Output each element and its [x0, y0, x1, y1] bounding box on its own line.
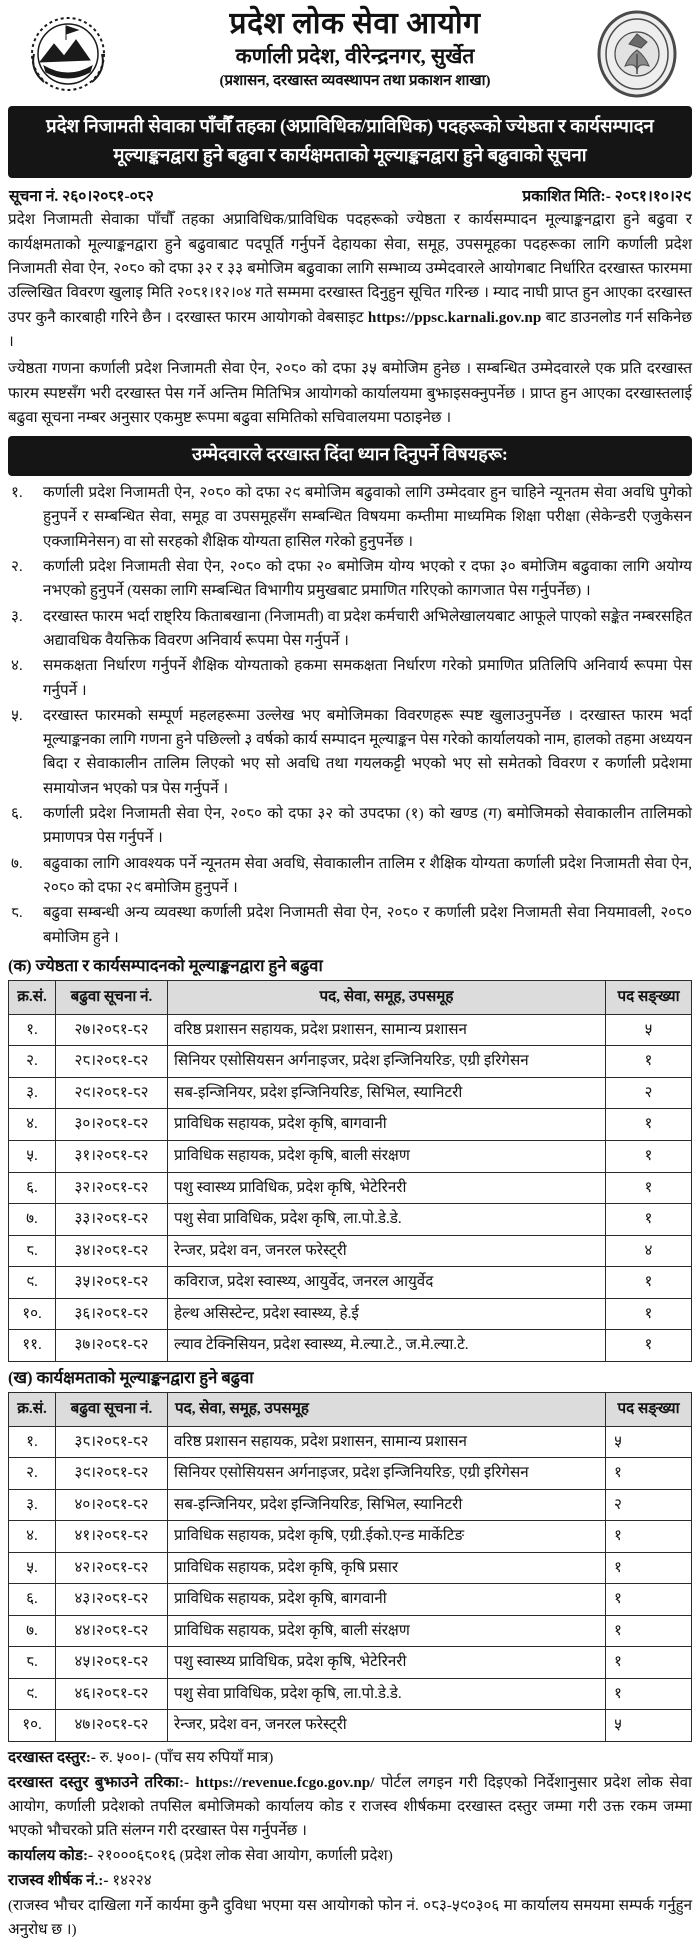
col-post-service: पद, सेवा, समूह, उपसमूह	[168, 1393, 606, 1427]
cell-post-service: कविराज, प्रदेश स्वास्थ्य, आयुर्वेद, जनरल आयुर्वेद	[168, 1267, 606, 1299]
cell-post-count: १	[606, 1109, 692, 1141]
table-row	[9, 1584, 692, 1616]
cell-post-service: प्राविधिक सहायक, प्रदेश कृषि, बाली संरक्षण	[168, 1615, 606, 1647]
table-row	[9, 1046, 692, 1078]
item-text: कर्णाली प्रदेश निजामती सेवा ऐन, २०८० को दफा २० बमोजिम योग्य भएको र दफा ३० बमोजिम बढुवाका लागि अयोग्य नभएको हुनुपर्ने (यसका लागि सम्बन्धित विभागीय प्रमुखबाट प्रमाणित गरिएको कागजात पेस गर्नुपर्नेछ) ।	[43, 557, 692, 600]
attention-list-item	[8, 852, 692, 901]
cell-post-service: पशु सेवा प्राविधिक, प्रदेश कृषि, ला.पो.डे.डे.	[168, 1678, 606, 1710]
attention-list-item	[8, 704, 692, 801]
cell-serial-no: ६.	[9, 1584, 56, 1616]
item-number: १.	[11, 484, 23, 502]
col-serial-no: क्र.सं.	[9, 981, 56, 1015]
org-name: प्रदेश लोक सेवा आयोग	[229, 7, 481, 40]
cell-notice-no: ४५।२०८१-८२	[56, 1647, 168, 1679]
cell-notice-no: ३४।२०८१-८२	[56, 1235, 168, 1267]
fee-method-line	[8, 1771, 692, 1843]
fee-label: दरखास्त दस्तुर:-	[8, 1748, 96, 1766]
nepal-emblem-graphic	[20, 10, 116, 102]
cell-post-count: ५	[606, 1426, 692, 1458]
office-code-value: २१०००६८०१६ (प्रदेश लोक सेवा आयोग, कर्णाली प्रदेश)	[93, 1846, 393, 1864]
cell-post-count: १	[606, 1204, 692, 1236]
col-serial-no: क्र.सं.	[9, 1393, 56, 1427]
cell-post-count: १	[606, 1267, 692, 1299]
cell-post-service: रेन्जर, प्रदेश वन, जनरल फरेस्ट्री	[168, 1235, 606, 1267]
cell-notice-no: ४०।२०८१-८२	[56, 1489, 168, 1521]
table-row	[9, 1489, 692, 1521]
cell-post-service: पशु स्वास्थ्य प्राविधिक, प्रदेश कृषि, भेटेरिनरी	[168, 1647, 606, 1679]
notice-title-line2: मूल्याङ्कनद्वारा हुने बढुवा र कार्यक्षमताको मूल्याङ्कनद्वारा हुने बढुवाको सूचना	[113, 145, 587, 166]
col-post-count: पद सङ्ख्या	[606, 981, 692, 1015]
cell-post-service: प्राविधिक सहायक, प्रदेश कृषि, बाली संरक्षण	[168, 1141, 606, 1173]
cell-post-service: वरिष्ठ प्रशासन सहायक, प्रदेश प्रशासन, सामान्य प्रशासन	[168, 1014, 606, 1046]
table-row	[9, 1521, 692, 1553]
fee-method-text: पोर्टल लगइन गरी दिइएको निर्देशानुसार प्रदेश लोक सेवा आयोग, कर्णाली प्रदेशको तपसिल बमोजिमको कार्यालय कोड र राजस्व शीर्षकमा दरखास्त दस्तुर जम्मा गरी उक्त रकम जम्मा भएको भौचरको प्रति संलग्न गरी दरखास्त पेस गर्नुपर्नेछ ।	[8, 1773, 692, 1839]
item-text: समकक्षता निर्धारण गर्नुपर्ने शैक्षिक योग्यताको हकमा समकक्षता निर्धारण गरेको प्रमाणित प्रतिलिपि अनिवार्य रूपमा पेस गर्नुपर्ने ।	[43, 657, 692, 699]
cell-serial-no: १०.	[9, 1298, 56, 1330]
cell-post-count: १	[606, 1647, 692, 1679]
org-branch: (प्रशासन, दरखास्त व्यवस्थापन तथा प्रकाशन शाखा)	[219, 73, 491, 90]
table-row	[9, 1077, 692, 1109]
table-row	[9, 1647, 692, 1679]
table-row	[9, 1678, 692, 1710]
cell-notice-no: २८।२०८१-८२	[56, 1046, 168, 1078]
cell-serial-no: २.	[9, 1458, 56, 1490]
attention-list-item	[8, 605, 692, 654]
cell-post-service: सब-इन्जिनियर, प्रदेश इन्जिनियरिङ, सिभिल, स्यानिटरी	[168, 1077, 606, 1109]
cell-notice-no: ४२।२०८१-८२	[56, 1552, 168, 1584]
table-a-body	[9, 1014, 692, 1361]
table-row	[9, 1235, 692, 1267]
table-row	[9, 1710, 692, 1742]
cell-post-service: सिनियर एसोसियसन अर्गनाइजर, प्रदेश इन्जिनियरिङ, एग्री इरिगेसन	[168, 1458, 606, 1490]
cell-notice-no: ४६।२०८१-८२	[56, 1678, 168, 1710]
cell-notice-no: ३७।२०८१-८२	[56, 1330, 168, 1362]
cell-notice-no: २७।२०८१-८२	[56, 1014, 168, 1046]
cell-post-service: हेल्थ असिस्टेन्ट, प्रदेश स्वास्थ्य, हे.ई	[168, 1298, 606, 1330]
cell-notice-no: ३१।२०८१-८२	[56, 1141, 168, 1173]
performance-promotion-table	[8, 1392, 692, 1742]
table-row	[9, 1109, 692, 1141]
cell-serial-no: ९.	[9, 1678, 56, 1710]
table-b-body	[9, 1426, 692, 1741]
item-number: ५.	[11, 706, 23, 724]
cell-notice-no: ३०।२०८१-८२	[56, 1109, 168, 1141]
cell-serial-no: ३.	[9, 1489, 56, 1521]
cell-post-service: प्राविधिक सहायक, प्रदेश कृषि, बागवानी	[168, 1584, 606, 1616]
attention-list-item	[8, 654, 692, 703]
cell-serial-no: ७.	[9, 1615, 56, 1647]
cell-notice-no: ४४।२०८१-८२	[56, 1615, 168, 1647]
cell-post-service: रेन्जर, प्रदेश वन, जनरल फरेस्ट्री	[168, 1710, 606, 1742]
table-row	[9, 1267, 692, 1299]
cell-serial-no: ७.	[9, 1204, 56, 1236]
cell-post-count: ५	[606, 1710, 692, 1742]
item-number: २.	[11, 557, 23, 575]
cell-notice-no: ३२।२०८१-८२	[56, 1172, 168, 1204]
table-row	[9, 1141, 692, 1173]
cell-post-count: १	[606, 1298, 692, 1330]
table-b-header	[9, 1393, 692, 1427]
cell-serial-no: ४.	[9, 1109, 56, 1141]
cell-post-service: सब-इन्जिनियर, प्रदेश इन्जिनियरिङ, सिभिल, स्यानिटरी	[168, 1489, 606, 1521]
section-a-heading: (क) ज्येष्ठता र कार्यसम्पादनको मूल्याङ्कनद्वारा हुने बढुवा	[8, 955, 323, 975]
item-number: ३.	[11, 607, 23, 625]
revenue-heading-line	[8, 1869, 692, 1893]
attention-list-item	[8, 901, 692, 950]
cell-serial-no: ४.	[9, 1521, 56, 1553]
item-text: कर्णाली प्रदेश निजामती ऐन, २०८० को दफा २९ बमोजिम बढुवाको लागि उम्मेदवार हुन चाहिने न्यूनतम सेवा अवधि पुगेको हुनुपर्ने र सम्बन्धित सेवा, समूह वा उपसमूहसँग सम्बन्धित विषयमा कम्तीमा माध्यमिक शिक्षा परीक्षा (सेकेन्डरी एजुकेसन एक्जामिनेसन) वा सो सरहको शैक्षिक योग्यता हासिल गरेको हुनुपर्नेछ ।	[43, 484, 692, 550]
notice-title-line1: प्रदेश निजामती सेवाका पाँचौँ तहका (अप्राविधिक/प्राविधिक) पदहरूको ज्येष्ठता र कार्यसम्पादन	[46, 117, 654, 137]
fee-method-label: दरखास्त दस्तुर बुझाउने तरिका:-	[8, 1773, 190, 1791]
commission-seal-icon	[582, 6, 692, 98]
office-code-line	[8, 1844, 692, 1868]
attention-list	[8, 481, 692, 950]
revenue-portal-url: https://revenue.fcgo.gov.np/	[189, 1773, 381, 1791]
notice-title-banner	[8, 106, 692, 178]
cell-notice-no: ४३।२०८१-८२	[56, 1584, 168, 1616]
cell-post-service: ल्याव टेक्निसियन, प्रदेश स्वास्थ्य, मे.ल्या.टे., ज.मे.ल्या.टे.	[168, 1330, 606, 1362]
cell-post-count: १	[606, 1678, 692, 1710]
col-post-count: पद सङ्ख्या	[606, 1393, 692, 1427]
cell-notice-no: ४७।२०८१-८२	[56, 1710, 168, 1742]
published-date: प्रकाशित मिति:- २०८१।१०।२९	[522, 188, 691, 206]
table-row	[9, 1204, 692, 1236]
cell-notice-no: ३३।२०८१-८२	[56, 1204, 168, 1236]
nepal-emblem-icon	[8, 6, 128, 102]
cell-notice-no: ३९।२०८१-८२	[56, 1458, 168, 1490]
attention-banner: उम्मेदवारले दरखास्त दिंदा ध्यान दिनुपर्ने विषयहरू:	[8, 436, 692, 476]
cell-serial-no: ५.	[9, 1141, 56, 1173]
attention-list-item	[8, 555, 692, 604]
cell-post-count: १	[606, 1046, 692, 1078]
intro-text-after-url: बाट डाउनलोड गर्न सकिनेछ ।	[8, 308, 692, 350]
document-header	[8, 6, 692, 102]
table-row	[9, 1615, 692, 1647]
cell-notice-no: ३८।२०८१-८२	[56, 1426, 168, 1458]
intro-text-before-url: प्रदेश निजामती सेवाका पाँचौँ तहका अप्राविधिक/प्राविधिक पदहरूको ज्येष्ठता र कार्यसम्पादन मूल्याङ्कनद्वारा हुने बढुवा र कार्यक्षमताको मूल्याङ्कनद्वारा हुने बढुवाबाट पदपूर्ति गर्नुपर्ने देहायका सेवा, समूह, उपसमूहका पदहरूका लागि कर्णाली प्रदेश निजामती सेवा ऐन, २०८० को दफा ३२ र ३३ बमोजिम बढुवाका लागि सम्भाव्य उम्मेदवारले आयोगबाट निर्धारित दरखास्त फारममा उल्लिखित विवरण खुलाइ मिति २०८१।१२।०४ गते सम्ममा दरखास्त दिनुहुन सूचित गरिन्छ । म्याद नाघी प्राप्त हुन आएका दरखास्त उपर कुनै कारबाही गरिने छैन । दरखास्त फारम आयोगको वेबसाइट	[8, 211, 692, 326]
revenue-heading-value: १४२२४	[108, 1871, 152, 1889]
col-notice-no: बढुवा सूचना नं.	[56, 981, 168, 1015]
item-text: कर्णाली प्रदेश निजामती सेवा ऐन, २०८० को दफा ३२ को उपदफा (१) को खण्ड (ग) बमोजिमको सेवाकालीन तालिमको प्रमाणपत्र पेस गर्नुपर्ने ।	[43, 805, 692, 847]
item-text: दरखास्त फारमको सम्पूर्ण महलहरूमा उल्लेख भए बमोजिमका विवरणहरू स्पष्ट खुलाउनुपर्नेछ । दरखास्त फारम भर्दा मूल्याङ्कनका लागि गणना हुने पछिल्लो ३ वर्षको कार्य सम्पादन मूल्याङ्कन पेस गरेको कार्यालयको नाम, हालको तहमा अध्ययन बिदा र सेवाकालीन तालिम लिएको भए सो अवधि तथा गयलकट्टी भएको भए सो समेतको विवरण र कर्णाली प्रदेशमा समायोजन भएको पत्र पेस गर्नुपर्ने ।	[43, 706, 692, 797]
cell-post-count: १	[606, 1141, 692, 1173]
cell-serial-no: १०.	[9, 1710, 56, 1742]
fee-value: रु. ५००।- (पाँच सय रुपियाँ मात्र)	[95, 1748, 274, 1766]
cell-post-service: वरिष्ठ प्रशासन सहायक, प्रदेश प्रशासन, सामान्य प्रशासन	[168, 1426, 606, 1458]
cell-serial-no: ३.	[9, 1077, 56, 1109]
intro-paragraph	[8, 208, 692, 354]
attention-list-item	[8, 802, 692, 851]
item-text: बढुवा सम्बन्धी अन्य व्यवस्था कर्णाली प्रदेश निजामती सेवा ऐन, २०८० र कर्णाली प्रदेश निजामती सेवा नियमावली, २०८० बमोजिम हुने ।	[43, 904, 692, 946]
section-b-heading: (ख) कार्यक्षमताको मूल्याङ्कनद्वारा हुने बढुवा	[8, 1367, 254, 1387]
table-row	[9, 1426, 692, 1458]
cell-serial-no: १.	[9, 1014, 56, 1046]
seniority-paragraph: ज्येष्ठता गणना कर्णाली प्रदेश निजामती सेवा ऐन, २०८० को दफा ३५ बमोजिम हुनेछ । सम्बन्धित उम्मेदवारले एक प्रति दरखास्त फारम स्पष्टसँग भरी दरखास्त पेस गर्ने अन्तिम मितिभित्र आयोगको कार्यालयमा बुझाइसक्नुपर्नेछ । प्राप्त हुन आएका दरखास्तलाई बढुवा सूचना नम्बर अनुसार एकमुष्ट रूपमा बढुवा समितिको सचिवालयमा पठाइनेछ ।	[8, 360, 692, 426]
cell-post-service: प्राविधिक सहायक, प्रदेश कृषि, बागवानी	[168, 1109, 606, 1141]
cell-post-service: प्राविधिक सहायक, प्रदेश कृषि, कृषि प्रसार	[168, 1552, 606, 1584]
commission-seal-graphic	[595, 10, 679, 98]
cell-post-count: १	[606, 1172, 692, 1204]
cell-serial-no: ८.	[9, 1235, 56, 1267]
item-number: ४.	[11, 657, 23, 675]
table-row	[9, 1458, 692, 1490]
attention-list-item	[8, 481, 692, 554]
table-a-header	[9, 981, 692, 1015]
cell-post-count: २	[606, 1489, 692, 1521]
seniority-promotion-table	[8, 980, 692, 1361]
cell-notice-no: ३५।२०८१-८२	[56, 1267, 168, 1299]
cell-notice-no: ३६।२०८१-८२	[56, 1298, 168, 1330]
item-number: ६.	[11, 805, 23, 823]
cell-serial-no: ९.	[9, 1267, 56, 1299]
revenue-heading-label: राजस्व शीर्षक नं.:-	[8, 1871, 109, 1889]
item-text: बढुवाका लागि आवश्यक पर्ने न्यूनतम सेवा अवधि, सेवाकालीन तालिम र शैक्षिक योग्यता कर्णाली प्रदेश निजामती सेवा ऐन, २०८० को दफा २९ बमोजिम हुनुपर्ने ।	[43, 854, 692, 897]
item-number: ८.	[11, 904, 23, 922]
cell-post-count: १	[606, 1615, 692, 1647]
org-titles	[128, 6, 582, 90]
cell-serial-no: ११.	[9, 1330, 56, 1362]
cell-serial-no: २.	[9, 1046, 56, 1078]
cell-serial-no: ५.	[9, 1552, 56, 1584]
cell-post-count: १	[606, 1330, 692, 1362]
fee-line	[8, 1746, 692, 1770]
cell-notice-no: २९।२०८१-८२	[56, 1077, 168, 1109]
item-number: ७.	[11, 854, 23, 872]
cell-post-count: २	[606, 1077, 692, 1109]
col-post-service: पद, सेवा, समूह, उपसमूह	[168, 981, 606, 1015]
cell-serial-no: १.	[9, 1426, 56, 1458]
org-location: कर्णाली प्रदेश, वीरेन्द्रनगर, सुर्खेत	[235, 44, 475, 68]
contact-note: (राजस्व भौचर दाखिला गर्ने कार्यमा कुनै दुविधा भएमा यस आयोगको फोन नं. ०८३-५९०३०६ मा कार्यालय समयमा सम्पर्क गर्नुहुन अनुरोध छ ।)	[8, 1896, 692, 1938]
cell-post-service: प्राविधिक सहायक, प्रदेश कृषि, एग्री.ईको.एन्ड मार्केटिङ	[168, 1521, 606, 1553]
commission-website-url: https://ppsc.karnali.gov.np	[367, 308, 542, 326]
table-row	[9, 1552, 692, 1584]
cell-post-count: ४	[606, 1235, 692, 1267]
cell-post-count: १	[606, 1521, 692, 1553]
table-row	[9, 1172, 692, 1204]
cell-notice-no: ४१।२०८१-८२	[56, 1521, 168, 1553]
cell-post-service: पशु सेवा प्राविधिक, प्रदेश कृषि, ला.पो.डे.डे.	[168, 1204, 606, 1236]
cell-serial-no: ६.	[9, 1172, 56, 1204]
table-row	[9, 1298, 692, 1330]
item-text: दरखास्त फारम भर्दा राष्ट्रिय किताबखाना (निजामती) वा प्रदेश कर्मचारी अभिलेखालयबाट आफूले पाएको सङ्केत नम्बरसहित अद्यावधिक वैयक्तिक विवरण अनिवार्य रूपमा पेस गर्नुपर्ने ।	[43, 607, 692, 649]
notice-number: सूचना नं. २६०।२०८१-०८२	[9, 188, 154, 206]
col-notice-no: बढुवा सूचना नं.	[56, 1393, 168, 1427]
cell-post-count: १	[606, 1458, 692, 1490]
cell-post-count: १	[606, 1552, 692, 1584]
cell-post-service: पशु स्वास्थ्य प्राविधिक, प्रदेश कृषि, भेटेरिनरी	[168, 1172, 606, 1204]
cell-post-count: ५	[606, 1014, 692, 1046]
cell-post-service: सिनियर एसोसियसन अर्गनाइजर, प्रदेश इन्जिनियरिङ, एग्री इरिगेसन	[168, 1046, 606, 1078]
cell-post-count: १	[606, 1584, 692, 1616]
meta-row	[8, 181, 692, 208]
table-row	[9, 1014, 692, 1046]
cell-serial-no: ८.	[9, 1647, 56, 1679]
table-row	[9, 1330, 692, 1362]
office-code-label: कार्यालय कोड:-	[8, 1846, 94, 1864]
